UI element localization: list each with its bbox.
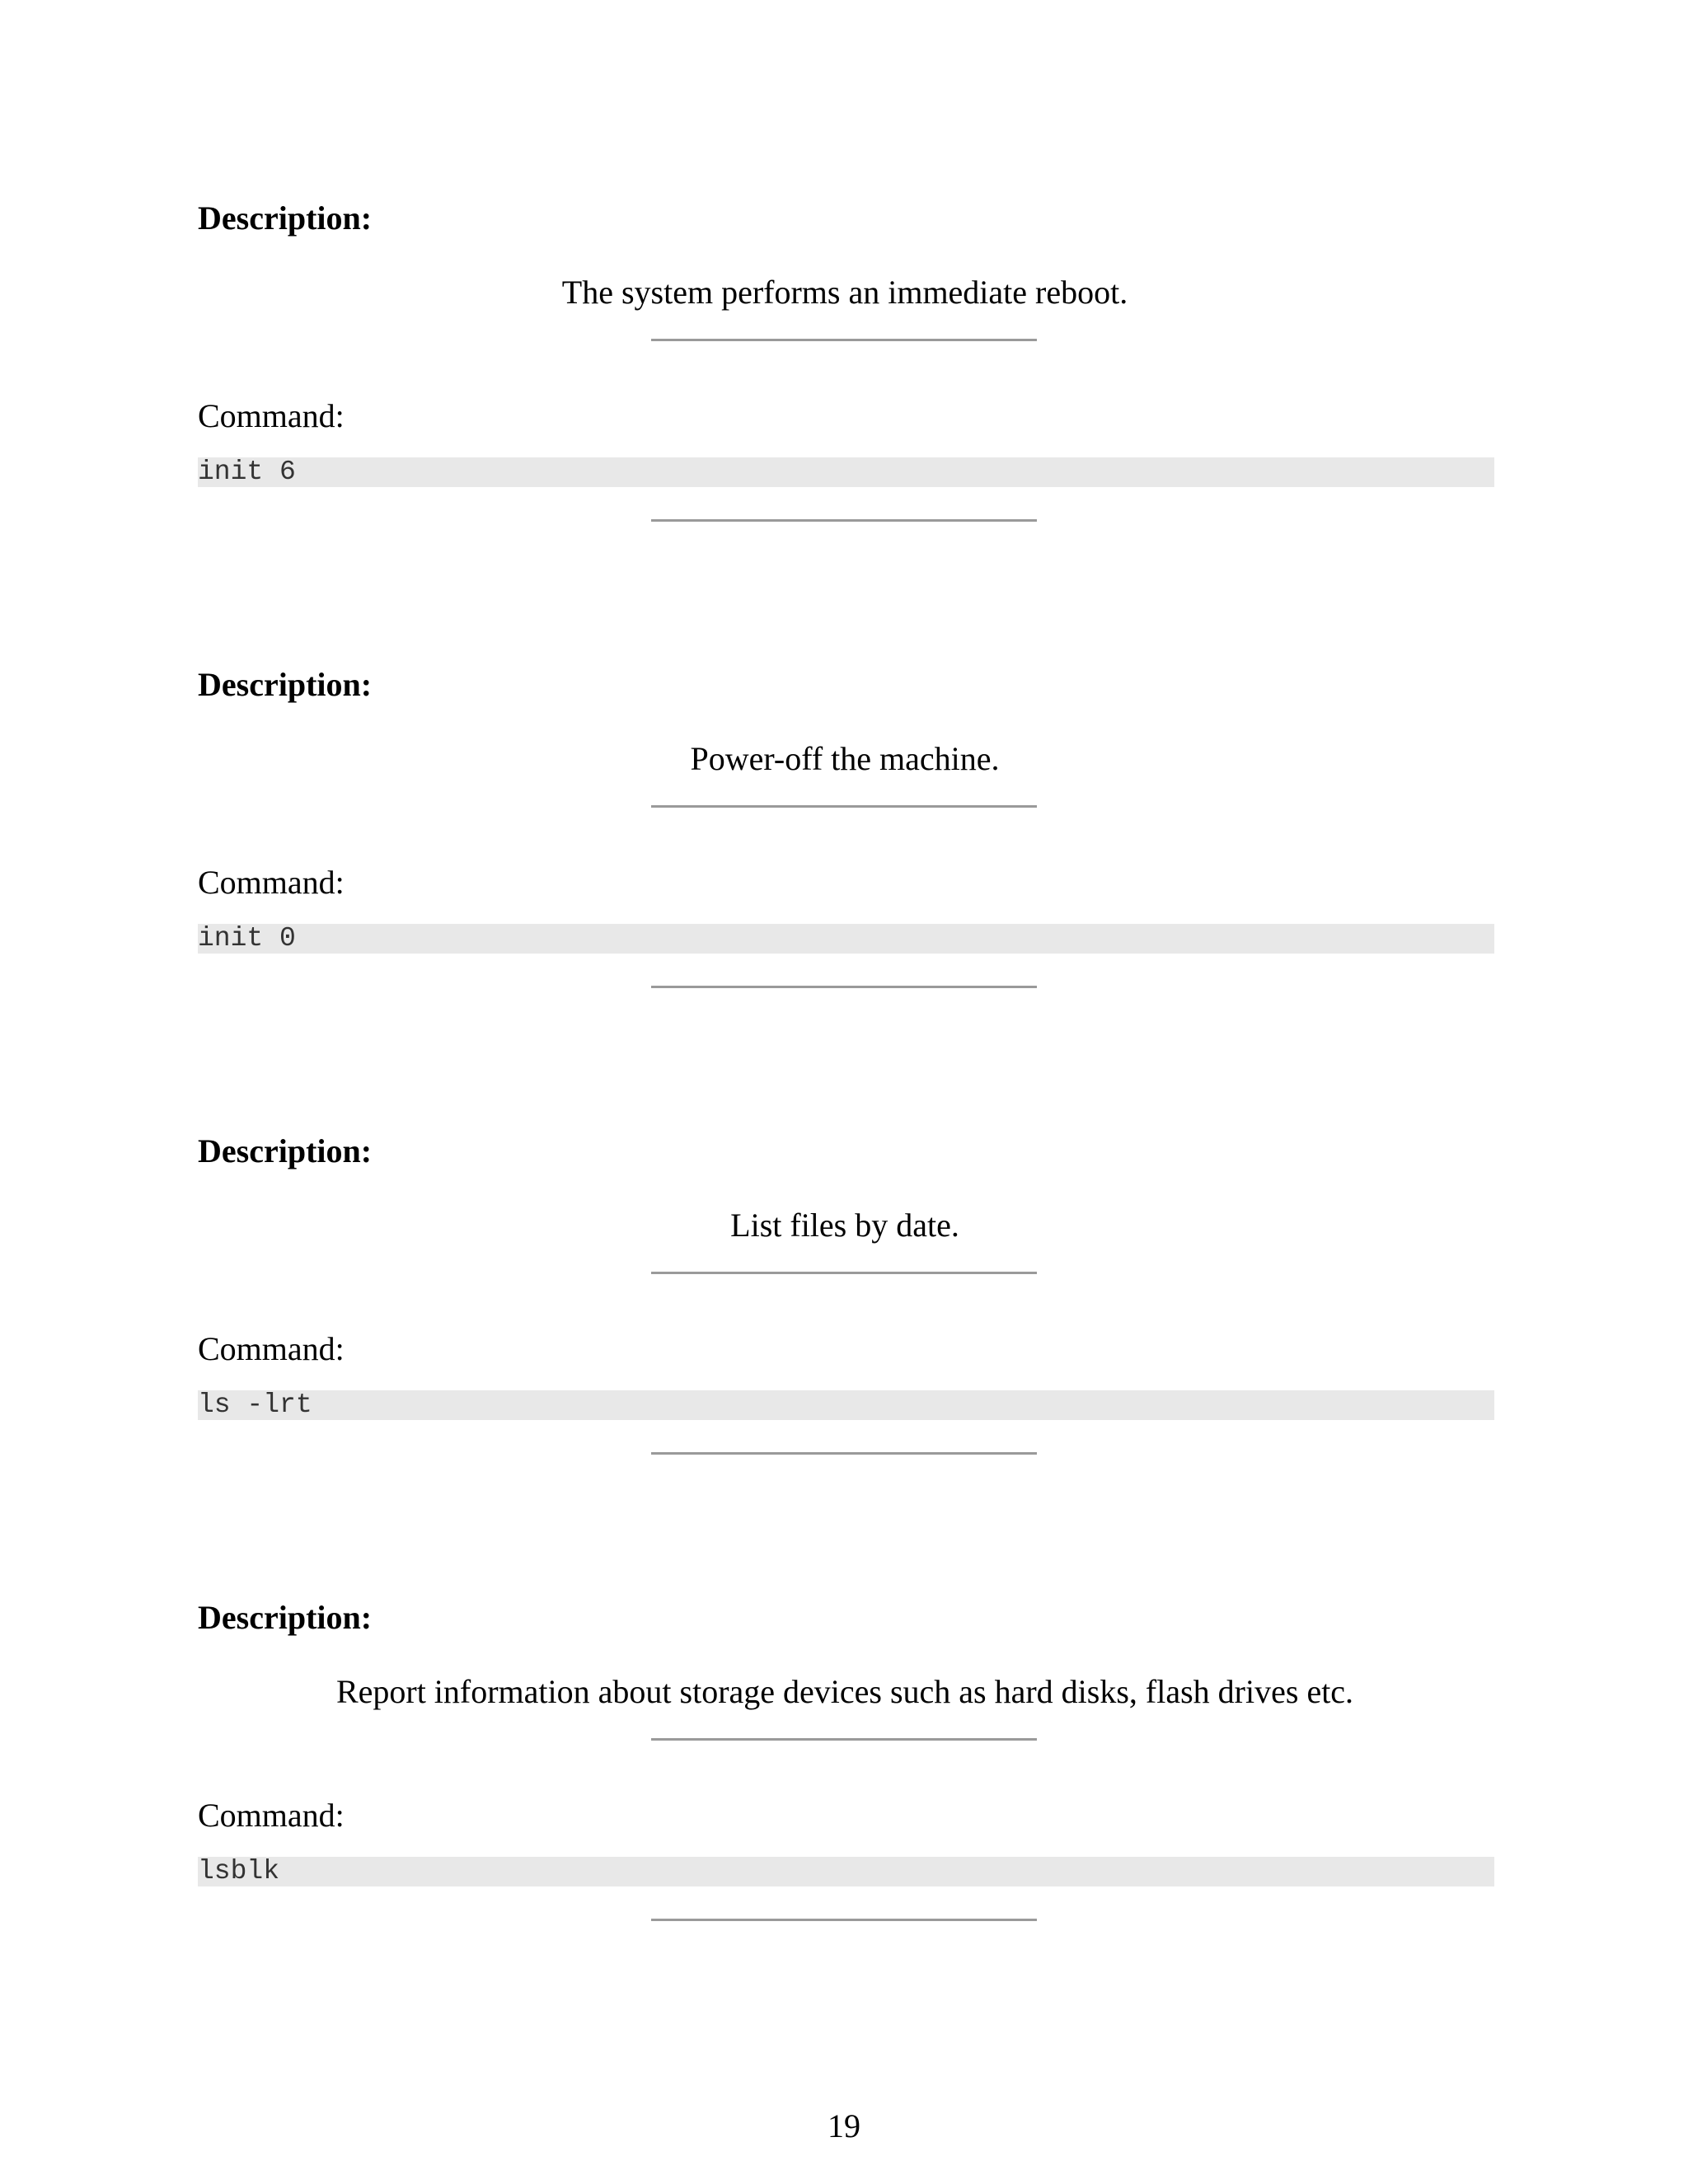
description-label: Description: [198, 1132, 373, 1169]
divider-line [651, 1919, 1037, 1921]
description-text: List files by date. [730, 1207, 959, 1244]
command-label: Command: [198, 1330, 345, 1367]
command-entry-2 [0, 664, 1688, 1126]
description-label: Description: [198, 1599, 373, 1636]
description-label: Description: [198, 666, 373, 703]
command-code-block [198, 457, 1494, 487]
divider-line [651, 986, 1037, 988]
command-code-block [198, 1390, 1494, 1420]
divider-line [651, 1452, 1037, 1455]
divider-line [651, 519, 1037, 522]
command-text: lsblk [198, 1856, 280, 1886]
description-text: The system performs an immediate reboot. [561, 274, 1128, 311]
command-label: Command: [198, 864, 345, 901]
command-code-block [198, 924, 1494, 954]
description-label: Description: [198, 199, 373, 237]
divider-line [651, 339, 1037, 341]
divider-line [651, 805, 1037, 808]
description-text: Report information about storage devices such as hard disks, flash drives etc. [335, 1673, 1354, 1710]
page-number: 19 [828, 2107, 860, 2144]
command-code-block [198, 1857, 1494, 1886]
command-text: init 6 [198, 457, 296, 487]
command-entry-3 [0, 1131, 1688, 1592]
description-text: Power-off the machine. [690, 740, 1000, 777]
command-label: Command: [198, 1797, 345, 1834]
command-label: Command: [198, 397, 345, 434]
command-text: ls -lrt [198, 1390, 312, 1420]
divider-line [651, 1738, 1037, 1741]
command-entry-4 [0, 1597, 1688, 2059]
command-text: init 0 [198, 923, 296, 954]
command-entry-1 [0, 198, 1688, 659]
divider-line [651, 1272, 1037, 1274]
